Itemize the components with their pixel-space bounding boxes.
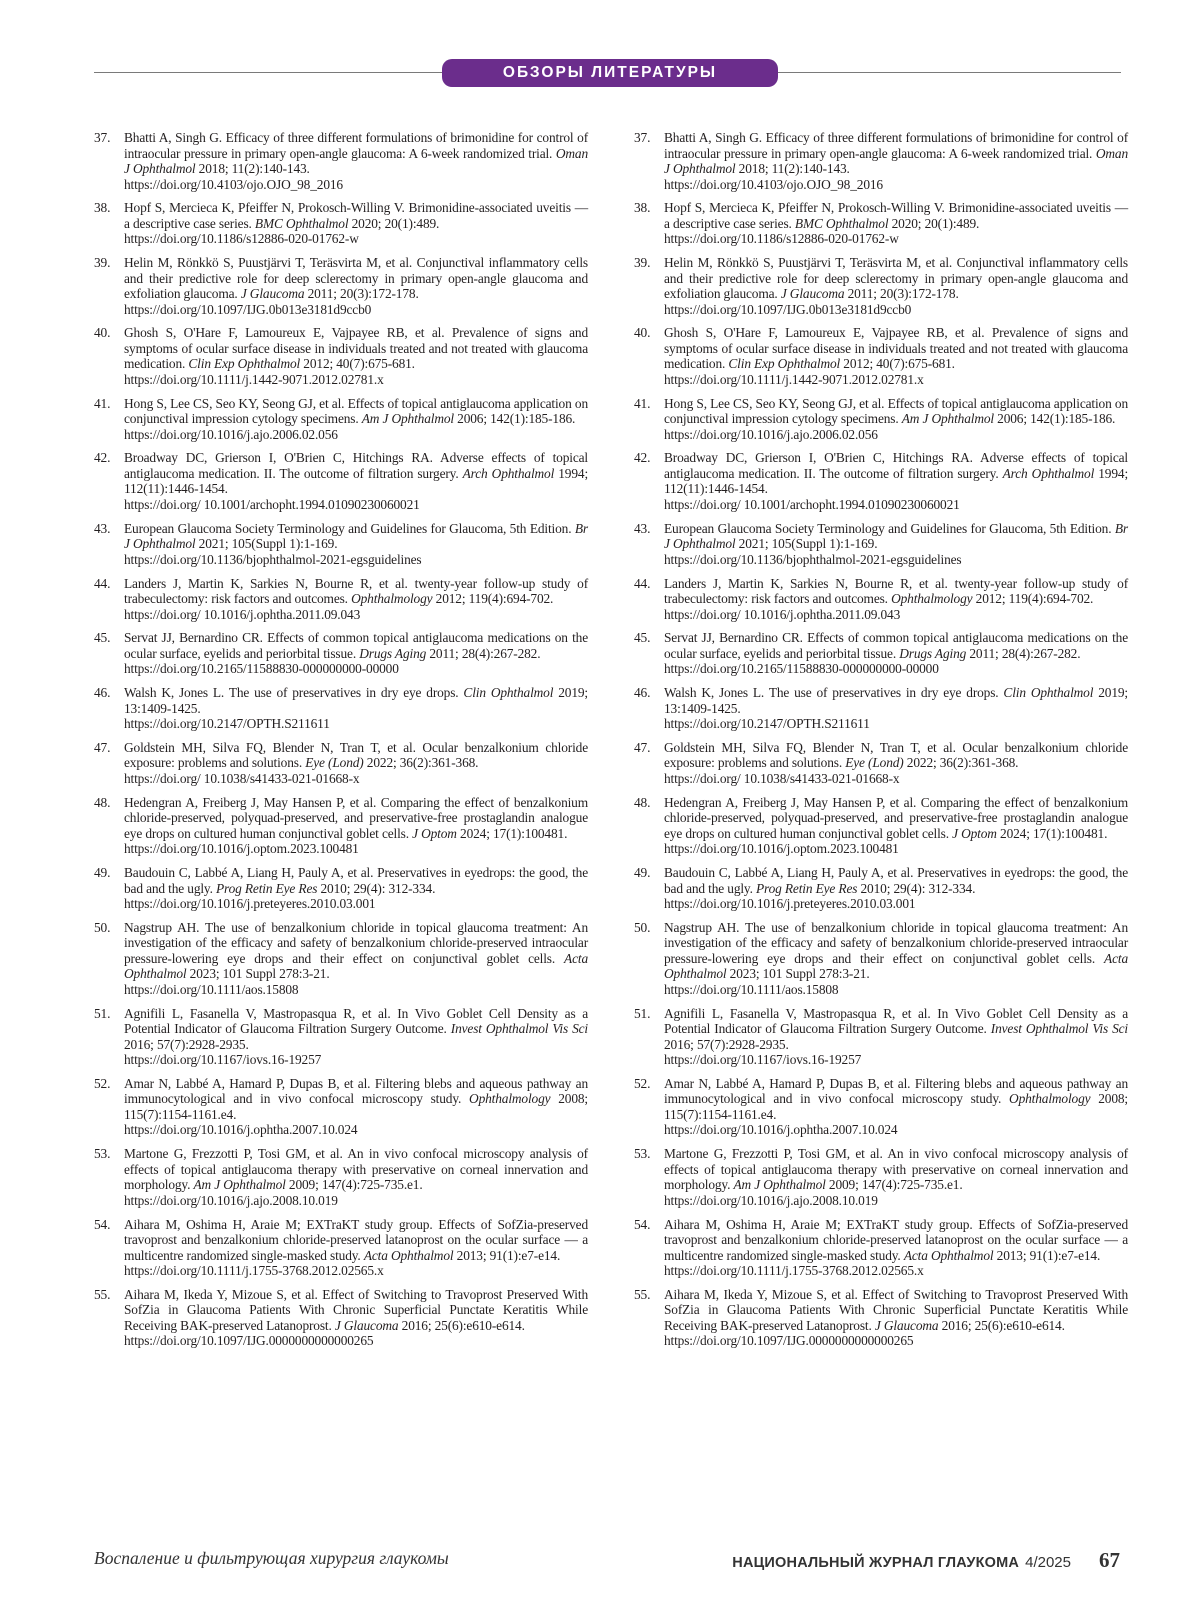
reference-text: Agnifili L, Fasanella V, Mastropasqua R, et al. In Vivo Goblet Cell Density as a Potential Indicator of Glaucoma Filtration Surgery Outcome. [664, 1005, 1128, 1037]
reference-item [634, 1006, 1128, 1068]
reference-text: Landers J, Martin K, Sarkies N, Bourne R, et al. twenty-year follow-up study of trabeculectomy: risk factors and outcomes. [124, 575, 588, 607]
reference-text: Broadway DC, Grierson I, O'Brien C, Hitchings RA. Adverse effects of topical antiglaucoma medication. II. The outcome of filtration surgery. [664, 450, 1128, 481]
reference-journal: Acta Ophthalmol [124, 950, 588, 982]
reference-journal: Acta Ophthalmol [903, 1247, 994, 1263]
reference-item [634, 521, 1128, 568]
reference-number: 42. [94, 450, 111, 466]
reference-doi-link[interactable]: https://doi.org/ 10.1016/j.ophtha.2011.09.043 [124, 606, 361, 622]
reference-citation: 2008; 115(7):1154-1161.e4. [124, 1091, 589, 1122]
reference-number: 44. [634, 575, 651, 591]
reference-column-left [94, 130, 588, 1357]
reference-doi-link[interactable]: https://doi.org/10.1016/j.preteyeres.2010.03.001 [664, 896, 916, 912]
reference-doi-link[interactable]: https://doi.org/10.1016/j.ajo.2008.10.019 [664, 1192, 878, 1208]
reference-journal: Clin Ophthalmol [1003, 685, 1094, 701]
reference-number: 49. [634, 865, 651, 881]
reference-item [94, 255, 588, 317]
reference-item [94, 130, 588, 192]
reference-journal: Ophthalmology [351, 591, 433, 607]
reference-doi-link[interactable]: https://doi.org/ 10.1001/archopht.1994.01090230060021 [124, 496, 420, 512]
reference-journal: Ophthalmology [891, 591, 973, 607]
reference-item [634, 325, 1128, 387]
reference-journal: Invest Ophthalmol Vis Sci [990, 1021, 1128, 1037]
reference-item [634, 576, 1128, 623]
reference-citation: 2024; 17(1):100481. [456, 825, 568, 841]
reference-number: 51. [634, 1005, 651, 1021]
reference-citation: 2012; 119(4):694-702. [432, 591, 554, 607]
reference-body [664, 795, 1128, 857]
reference-item [94, 1076, 588, 1138]
article-title-footer: Воспаление и фильтрующая хирургия глаукомы [94, 1548, 449, 1568]
reference-journal: Acta Ophthalmol [363, 1247, 454, 1263]
reference-number: 44. [94, 575, 111, 591]
reference-text: Martone G, Frezzotti P, Tosi GM, et al. An in vivo confocal microscopy analysis of effects of topical antiglaucoma therapy with preservative on corneal innervation and morphology. [664, 1146, 1128, 1193]
reference-journal: Ophthalmology [469, 1091, 551, 1107]
reference-item [634, 200, 1128, 247]
reference-text: Goldstein MH, Silva FQ, Blender N, Tran T, et al. Ocular benzalkonium chloride exposure: problems and solutions. [664, 739, 1128, 771]
reference-text: European Glaucoma Society Terminology and Guidelines for Glaucoma, 5th Edition. [664, 520, 1115, 536]
reference-citation: 2011; 28(4):267-282. [966, 645, 1081, 661]
reference-number: 55. [634, 1286, 651, 1302]
reference-item [634, 795, 1128, 857]
reference-citation: 2024; 17(1):100481. [996, 825, 1108, 841]
reference-journal: Acta Ophthalmol [664, 950, 1128, 982]
reference-number: 49. [94, 865, 111, 881]
reference-doi-link[interactable]: https://doi.org/10.1111/aos.15808 [664, 981, 839, 997]
reference-journal: Prog Retin Eye Res [216, 880, 318, 896]
reference-number: 48. [94, 794, 111, 810]
reference-journal: Prog Retin Eye Res [756, 880, 858, 896]
reference-citation: 1994; 112(11):1446-1454. [664, 465, 1129, 497]
reference-doi-link[interactable]: https://doi.org/10.1136/bjophthalmol-2021-egsguidelines [124, 551, 422, 567]
reference-body [664, 920, 1128, 998]
reference-doi-link[interactable]: https://doi.org/ 10.1016/j.ophtha.2011.09.043 [664, 606, 901, 622]
reference-body [124, 1287, 588, 1349]
reference-doi-link[interactable]: https://doi.org/10.4103/ojo.OJO_98_2016 [124, 176, 343, 192]
reference-doi-link[interactable]: https://doi.org/10.1186/s12886-020-01762-w [664, 231, 899, 247]
reference-doi-link[interactable]: https://doi.org/10.2165/11588830-000000000-00000 [664, 661, 939, 677]
reference-body [124, 1146, 588, 1208]
reference-number: 40. [94, 325, 111, 341]
reference-citation: 2018; 11(2):140-143. [195, 161, 310, 176]
reference-body [664, 1146, 1128, 1208]
reference-item [94, 576, 588, 623]
reference-number: 40. [634, 325, 651, 341]
reference-item [634, 1287, 1128, 1349]
reference-citation: 2009; 147(4):725-735.e1. [825, 1177, 963, 1193]
reference-body [664, 630, 1128, 677]
reference-body [664, 450, 1128, 512]
reference-citation: 2011; 20(3):172-178. [844, 286, 959, 302]
reference-doi-link[interactable]: https://doi.org/10.1016/j.ajo.2008.10.019 [124, 1192, 338, 1208]
reference-journal: Br J Ophthalmol [124, 520, 588, 552]
reference-citation: 2023; 101 Suppl 278:3-21. [726, 966, 870, 982]
reference-journal: Invest Ophthalmol Vis Sci [450, 1021, 588, 1037]
reference-doi-link[interactable]: https://doi.org/ 10.1038/s41433-021-01668-x [664, 770, 900, 786]
reference-number: 38. [94, 200, 111, 216]
reference-citation: 2022; 36(2):361-368. [903, 755, 1019, 771]
reference-citation: 2022; 36(2):361-368. [363, 755, 479, 771]
reference-text: Nagstrup AH. The use of benzalkonium chloride in topical glaucoma treatment: An investigation of the efficacy and safety of benzalkonium chloride-preserved intraocular pressure-lowering eye drops and their effect on conjunctival goblet cells. [664, 919, 1128, 966]
reference-text: Baudouin C, Labbé A, Liang H, Pauly A, et al. Preservatives in eyedrops: the good, the bad and the ugly. [124, 865, 588, 896]
reference-citation: 2019; 13:1409-1425. [664, 685, 1128, 716]
reference-doi-link[interactable]: https://doi.org/10.1016/j.optom.2023.100481 [664, 841, 899, 857]
reference-body [124, 200, 588, 247]
reference-citation: 2016; 25(6):e610-e614. [938, 1317, 1065, 1333]
reference-text: Servat JJ, Bernardino CR. Effects of common topical antiglaucoma medications on the ocular surface, eyelids and periorbital tissue. [124, 630, 588, 661]
reference-journal: Am J Ophthalmol [361, 411, 454, 427]
reference-text: Hedengran A, Freiberg J, May Hansen P, et al. Comparing the effect of benzalkonium chloride-preserved, polyquad-preserved, and preservative-free prostaglandin analogue eye drops on cultured human conjunctival goblet cells. [124, 794, 588, 841]
reference-doi-link[interactable]: https://doi.org/ 10.1038/s41433-021-01668-x [124, 770, 360, 786]
reference-item [634, 396, 1128, 443]
reference-text: Hopf S, Mercieca K, Pfeiffer N, Prokosch-Willing V. Brimonidine-associated uveitis — a descriptive case series. [664, 200, 1128, 231]
reference-body [124, 920, 588, 998]
reference-number: 41. [634, 395, 651, 411]
reference-citation: 2020; 20(1):489. [348, 215, 440, 231]
reference-text: Hong S, Lee CS, Seo KY, Seong GJ, et al. Effects of topical antiglaucoma application on conjunctival impression cytology specimens. [124, 395, 588, 427]
reference-citation: 2006; 142(1):185-186. [993, 411, 1116, 427]
reference-item [634, 685, 1128, 732]
reference-text: Amar N, Labbé A, Hamard P, Dupas B, et al. Filtering blebs and aqueous pathway an immunocytological and in vivo confocal microscopy study. [664, 1075, 1128, 1107]
reference-body [124, 630, 588, 677]
reference-body [664, 255, 1128, 317]
reference-body [124, 740, 588, 787]
reference-number: 53. [634, 1146, 651, 1162]
reference-body [124, 325, 588, 387]
reference-doi-link[interactable]: https://doi.org/10.1111/j.1442-9071.2012.02781.x [664, 371, 924, 387]
reference-journal: Drugs Aging [359, 645, 427, 661]
reference-text: Bhatti A, Singh G. Efficacy of three different formulations of brimonidine for control of intraocular pressure in primary open-angle glaucoma: A 6-week randomized trial. [664, 130, 1128, 161]
reference-number: 46. [634, 685, 651, 701]
reference-citation: 2010; 29(4): 312-334. [857, 880, 976, 896]
reference-number: 39. [94, 255, 111, 271]
reference-doi-link[interactable]: https://doi.org/10.1111/j.1755-3768.2012.02565.x [124, 1263, 384, 1279]
reference-citation: 2011; 20(3):172-178. [304, 286, 419, 302]
reference-item [94, 521, 588, 568]
journal-footer [732, 1548, 1120, 1573]
reference-item [94, 795, 588, 857]
reference-citation: 2012; 40(7):675-681. [840, 356, 955, 372]
reference-journal: Eye (Lond) [845, 755, 904, 771]
reference-journal: Arch Ophthalmol [462, 465, 555, 481]
reference-item [634, 740, 1128, 787]
reference-text: Walsh K, Jones L. The use of preservatives in dry eye drops. [124, 685, 464, 701]
reference-doi-link[interactable]: https://doi.org/10.2165/11588830-000000000-00000 [124, 661, 399, 677]
reference-item [634, 1076, 1128, 1138]
reference-text: Hong S, Lee CS, Seo KY, Seong GJ, et al. Effects of topical antiglaucoma application on conjunctival impression cytology specimens. [664, 395, 1128, 427]
reference-body [124, 865, 588, 912]
reference-number: 55. [94, 1286, 111, 1302]
journal-name: НАЦИОНАЛЬНЫЙ ЖУРНАЛ ГЛАУКОМА [732, 1555, 1020, 1571]
reference-citation: 2013; 91(1):e7-e14. [453, 1247, 561, 1263]
reference-doi-link[interactable]: https://doi.org/10.1097/IJG.0b013e3181d9ccb0 [124, 301, 372, 317]
reference-text: Nagstrup AH. The use of benzalkonium chloride in topical glaucoma treatment: An investigation of the efficacy and safety of benzalkonium chloride-preserved intraocular pressure-lowering eye drops and their effect on conjunctival goblet cells. [124, 919, 588, 966]
reference-body [664, 865, 1128, 912]
reference-item [94, 1287, 588, 1349]
reference-doi-link[interactable]: https://doi.org/10.1016/j.optom.2023.100481 [124, 841, 359, 857]
reference-item [94, 1146, 588, 1208]
reference-number: 47. [94, 739, 111, 755]
reference-body [664, 740, 1128, 787]
reference-journal: Clin Exp Ophthalmol [188, 356, 301, 372]
reference-citation: 2021; 105(Suppl 1):1-169. [195, 536, 338, 552]
reference-number: 41. [94, 395, 111, 411]
reference-journal: BMC Ophthalmol [254, 215, 349, 231]
reference-doi-link[interactable]: https://doi.org/10.1016/j.ajo.2006.02.056 [124, 426, 338, 442]
reference-citation: 2016; 57(7):2928-2935. [124, 1036, 249, 1052]
reference-body [664, 130, 1128, 192]
reference-text: Broadway DC, Grierson I, O'Brien C, Hitchings RA. Adverse effects of topical antiglaucoma medication. II. The outcome of filtration surgery. [124, 450, 588, 481]
reference-text: Walsh K, Jones L. The use of preservatives in dry eye drops. [664, 685, 1004, 701]
reference-body [124, 1076, 588, 1138]
reference-number: 42. [634, 450, 651, 466]
reference-journal: Oman J Ophthalmol [664, 145, 1128, 176]
reference-item [634, 630, 1128, 677]
reference-body [664, 685, 1128, 732]
reference-doi-link[interactable]: https://doi.org/10.1016/j.preteyeres.2010.03.001 [124, 896, 376, 912]
reference-body [664, 1076, 1128, 1138]
reference-citation: 2013; 91(1):e7-e14. [993, 1247, 1101, 1263]
reference-text: European Glaucoma Society Terminology and Guidelines for Glaucoma, 5th Edition. [124, 520, 575, 536]
reference-item [634, 920, 1128, 998]
reference-body [124, 685, 588, 732]
section-badge: ОБЗОРЫ ЛИТЕРАТУРЫ [442, 59, 778, 87]
reference-doi-link[interactable]: https://doi.org/10.1111/aos.15808 [124, 981, 299, 997]
reference-citation: 2012; 40(7):675-681. [300, 356, 415, 372]
reference-text: Hopf S, Mercieca K, Pfeiffer N, Prokosch-Willing V. Brimonidine-associated uveitis — a descriptive case series. [124, 200, 588, 231]
reference-journal: J Glaucoma [240, 286, 305, 302]
reference-item [634, 130, 1128, 192]
reference-item [94, 685, 588, 732]
reference-number: 45. [94, 630, 111, 646]
reference-journal: Arch Ophthalmol [1002, 465, 1095, 481]
reference-number: 54. [94, 1216, 111, 1232]
reference-doi-link[interactable]: https://doi.org/10.1167/iovs.16-19257 [124, 1052, 322, 1068]
reference-citation: 2006; 142(1):185-186. [453, 411, 576, 427]
reference-body [124, 521, 588, 568]
reference-text: Servat JJ, Bernardino CR. Effects of common topical antiglaucoma medications on the ocular surface, eyelids and periorbital tissue. [664, 630, 1128, 661]
reference-body [124, 795, 588, 857]
reference-body [664, 1287, 1128, 1349]
reference-journal: Eye (Lond) [305, 755, 364, 771]
reference-number: 48. [634, 794, 651, 810]
reference-doi-link[interactable]: https://doi.org/10.2147/OPTH.S211611 [124, 716, 330, 732]
reference-body [664, 200, 1128, 247]
reference-item [94, 325, 588, 387]
reference-journal: Am J Ophthalmol [901, 411, 994, 427]
reference-body [664, 325, 1128, 387]
reference-journal: J Glaucoma [780, 286, 845, 302]
reference-number: 47. [634, 739, 651, 755]
reference-journal: Ophthalmology [1009, 1091, 1091, 1107]
reference-number: 51. [94, 1005, 111, 1021]
reference-journal: Am J Ophthalmol [193, 1177, 286, 1193]
reference-text: Helin M, Rönkkö S, Puustjärvi T, Teräsvirta M, et al. Conjunctival inflammatory cells and their predictive role for deep sclerectomy in primary open-angle glaucoma and exfoliation glaucoma. [124, 255, 588, 302]
reference-citation: 1994; 112(11):1446-1454. [124, 465, 589, 497]
reference-number: 37. [634, 130, 651, 145]
reference-journal: Drugs Aging [899, 645, 967, 661]
reference-citation: 2008; 115(7):1154-1161.e4. [664, 1091, 1129, 1122]
reference-journal: Clin Ophthalmol [463, 685, 554, 701]
reference-citation: 2016; 57(7):2928-2935. [664, 1036, 789, 1052]
reference-doi-link[interactable]: https://doi.org/ 10.1001/archopht.1994.01090230060021 [664, 496, 960, 512]
reference-item [94, 920, 588, 998]
reference-body [124, 450, 588, 512]
reference-text: Aihara M, Ikeda Y, Mizoue S, et al. Effect of Switching to Travoprost Preserved With SofZia in Glaucoma Patients With Chronic Superficial Punctate Keratitis While Receiving BAK-preserved Latanoprost. [664, 1286, 1128, 1333]
reference-doi-link[interactable]: https://doi.org/10.1097/IJG.0000000000000265 [664, 1333, 914, 1349]
reference-item [634, 865, 1128, 912]
reference-body [124, 255, 588, 317]
reference-text: Helin M, Rönkkö S, Puustjärvi T, Teräsvirta M, et al. Conjunctival inflammatory cells and their predictive role for deep sclerectomy in primary open-angle glaucoma and exfoliation glaucoma. [664, 255, 1128, 302]
reference-item [94, 865, 588, 912]
reference-doi-link[interactable]: https://doi.org/10.1111/j.1755-3768.2012.02565.x [664, 1263, 924, 1279]
reference-citation: 2019; 13:1409-1425. [124, 685, 588, 716]
reference-text: Landers J, Martin K, Sarkies N, Bourne R, et al. twenty-year follow-up study of trabeculectomy: risk factors and outcomes. [664, 575, 1128, 607]
reference-doi-link[interactable]: https://doi.org/10.1097/IJG.0000000000000265 [124, 1333, 374, 1349]
reference-item [94, 450, 588, 512]
reference-body [124, 130, 588, 192]
reference-journal: J Optom [412, 825, 457, 841]
journal-issue: 4/2025 [1025, 1554, 1071, 1571]
reference-doi-link[interactable]: https://doi.org/10.2147/OPTH.S211611 [664, 716, 870, 732]
reference-body [664, 1217, 1128, 1279]
reference-text: Baudouin C, Labbé A, Liang H, Pauly A, et al. Preservatives in eyedrops: the good, the bad and the ugly. [664, 865, 1128, 896]
reference-doi-link[interactable]: https://doi.org/10.1097/IJG.0b013e3181d9ccb0 [664, 301, 912, 317]
reference-number: 50. [634, 919, 651, 935]
reference-number: 52. [94, 1075, 111, 1091]
reference-citation: 2021; 105(Suppl 1):1-169. [735, 536, 878, 552]
reference-text: Aihara M, Ikeda Y, Mizoue S, et al. Effect of Switching to Travoprost Preserved With SofZia in Glaucoma Patients With Chronic Superficial Punctate Keratitis While Receiving BAK-preserved Latanoprost. [124, 1286, 588, 1333]
reference-text: Aihara M, Oshima H, Araie M; EXTraKT study group. Effects of SofZia-preserved travoprost and benzalkonium chloride-preserved latanoprost on the ocular surface — a multicentre randomized single-masked study. [664, 1216, 1128, 1263]
reference-number: 50. [94, 919, 111, 935]
reference-body [664, 396, 1128, 443]
reference-journal: J Glaucoma [874, 1317, 939, 1333]
reference-doi-link[interactable]: https://doi.org/10.1186/s12886-020-01762-w [124, 231, 359, 247]
reference-journal: Clin Exp Ophthalmol [728, 356, 841, 372]
reference-doi-link[interactable]: https://doi.org/10.1136/bjophthalmol-2021-egsguidelines [664, 551, 962, 567]
reference-citation: 2018; 11(2):140-143. [735, 161, 850, 176]
reference-citation: 2016; 25(6):e610-e614. [398, 1317, 525, 1333]
reference-text: Bhatti A, Singh G. Efficacy of three different formulations of brimonidine for control of intraocular pressure in primary open-angle glaucoma: A 6-week randomized trial. [124, 130, 588, 161]
reference-doi-link[interactable]: https://doi.org/10.1016/j.ophtha.2007.10.024 [124, 1122, 358, 1138]
reference-text: Hedengran A, Freiberg J, May Hansen P, et al. Comparing the effect of benzalkonium chloride-preserved, polyquad-preserved, and preservative-free prostaglandin analogue eye drops on cultured human conjunctival goblet cells. [664, 794, 1128, 841]
reference-item [94, 1217, 588, 1279]
reference-number: 43. [94, 520, 111, 536]
reference-number: 52. [634, 1075, 651, 1091]
reference-number: 37. [94, 130, 111, 145]
reference-text: Aihara M, Oshima H, Araie M; EXTraKT study group. Effects of SofZia-preserved travoprost and benzalkonium chloride-preserved latanoprost on the ocular surface — a multicentre randomized single-masked study. [124, 1216, 588, 1263]
reference-number: 53. [94, 1146, 111, 1162]
reference-body [664, 1006, 1128, 1068]
reference-doi-link[interactable]: https://doi.org/10.4103/ojo.OJO_98_2016 [664, 176, 883, 192]
reference-item [94, 1006, 588, 1068]
reference-body [124, 576, 588, 623]
reference-journal: J Optom [952, 825, 997, 841]
reference-item [634, 450, 1128, 512]
reference-text: Goldstein MH, Silva FQ, Blender N, Tran T, et al. Ocular benzalkonium chloride exposure: problems and solutions. [124, 739, 588, 771]
reference-number: 39. [634, 255, 651, 271]
reference-citation: 2020; 20(1):489. [888, 215, 980, 231]
reference-citation: 2011; 28(4):267-282. [426, 645, 541, 661]
reference-number: 45. [634, 630, 651, 646]
reference-text: Amar N, Labbé A, Hamard P, Dupas B, et al. Filtering blebs and aqueous pathway an immunocytological and in vivo confocal microscopy study. [124, 1075, 588, 1107]
reference-body [124, 1006, 588, 1068]
reference-number: 43. [634, 520, 651, 536]
reference-item [94, 630, 588, 677]
page-number: 67 [1099, 1548, 1120, 1572]
reference-citation: 2023; 101 Suppl 278:3-21. [186, 966, 330, 982]
reference-journal: J Glaucoma [334, 1317, 399, 1333]
reference-body [664, 521, 1128, 568]
reference-item [634, 1146, 1128, 1208]
reference-number: 38. [634, 200, 651, 216]
reference-journal: Oman J Ophthalmol [124, 145, 588, 176]
reference-text: Martone G, Frezzotti P, Tosi GM, et al. An in vivo confocal microscopy analysis of effects of topical antiglaucoma therapy with preservative on corneal innervation and morphology. [124, 1146, 588, 1193]
reference-body [664, 576, 1128, 623]
reference-column-right [634, 130, 1128, 1357]
reference-text: Agnifili L, Fasanella V, Mastropasqua R, et al. In Vivo Goblet Cell Density as a Potential Indicator of Glaucoma Filtration Surgery Outcome. [124, 1005, 588, 1037]
reference-number: 54. [634, 1216, 651, 1232]
reference-item [634, 255, 1128, 317]
reference-doi-link[interactable]: https://doi.org/10.1167/iovs.16-19257 [664, 1052, 862, 1068]
reference-text: Ghosh S, O'Hare F, Lamoureux E, Vajpayee RB, et al. Prevalence of signs and symptoms of ocular surface disease in individuals treated and not treated with glaucoma medication. [664, 325, 1128, 372]
reference-body [124, 396, 588, 443]
reference-number: 46. [94, 685, 111, 701]
reference-citation: 2009; 147(4):725-735.e1. [285, 1177, 423, 1193]
reference-journal: Am J Ophthalmol [733, 1177, 826, 1193]
reference-item [94, 200, 588, 247]
reference-journal: Br J Ophthalmol [664, 520, 1128, 552]
reference-doi-link[interactable]: https://doi.org/10.1111/j.1442-9071.2012.02781.x [124, 371, 384, 387]
reference-doi-link[interactable]: https://doi.org/10.1016/j.ajo.2006.02.056 [664, 426, 878, 442]
reference-doi-link[interactable]: https://doi.org/10.1016/j.ophtha.2007.10.024 [664, 1122, 898, 1138]
reference-item [634, 1217, 1128, 1279]
reference-journal: BMC Ophthalmol [794, 215, 889, 231]
reference-item [94, 740, 588, 787]
reference-citation: 2012; 119(4):694-702. [972, 591, 1094, 607]
reference-text: Ghosh S, O'Hare F, Lamoureux E, Vajpayee RB, et al. Prevalence of signs and symptoms of ocular surface disease in individuals treated and not treated with glaucoma medication. [124, 325, 588, 372]
reference-item [94, 396, 588, 443]
reference-body [124, 1217, 588, 1279]
reference-citation: 2010; 29(4): 312-334. [317, 880, 436, 896]
